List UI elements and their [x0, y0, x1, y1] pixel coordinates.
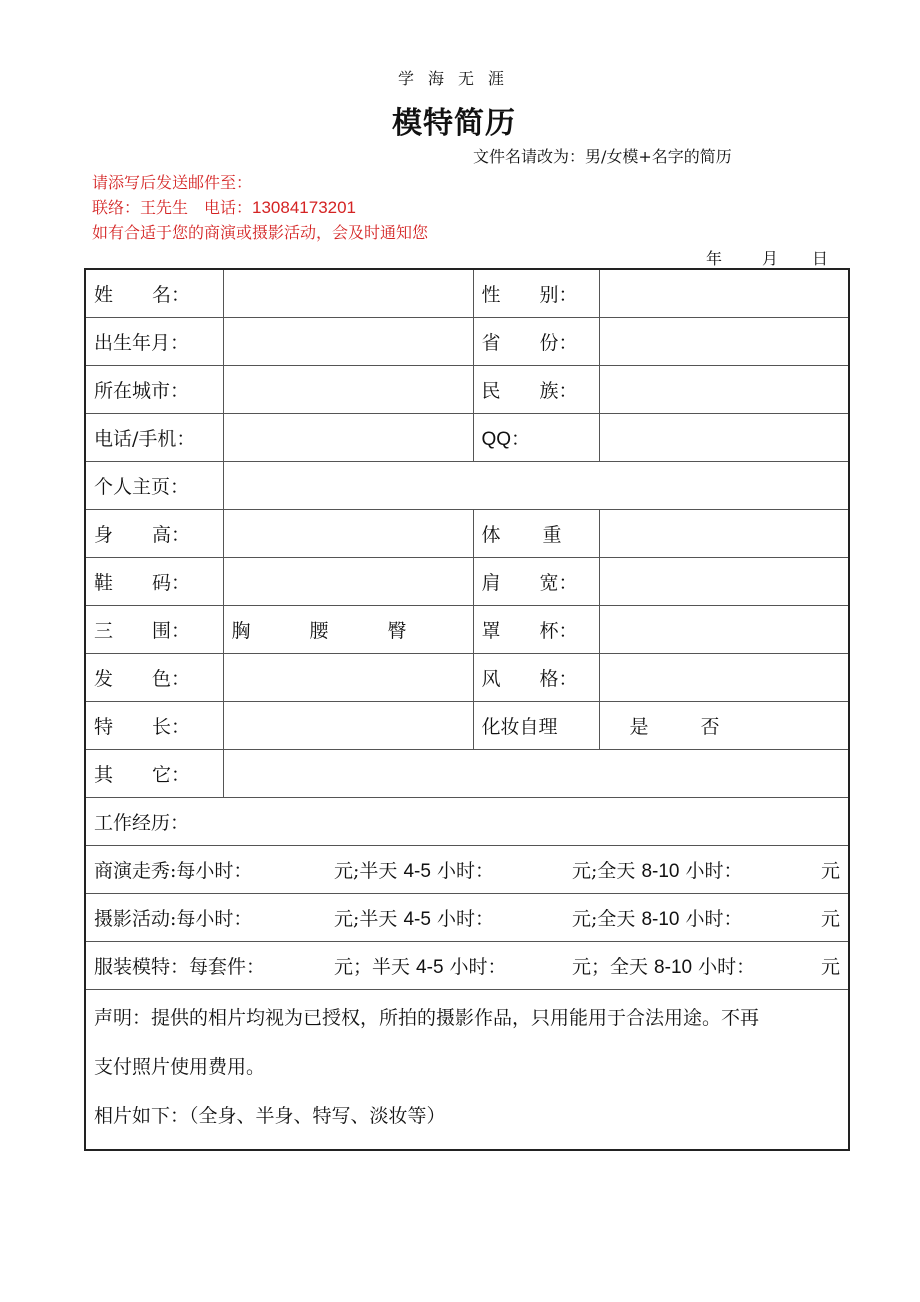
birth-field[interactable] [223, 318, 473, 366]
talent-label: 特 长： [85, 702, 223, 750]
date-year: 年 [706, 249, 723, 268]
makeup-options[interactable] [599, 702, 849, 750]
measurements-field[interactable] [223, 606, 473, 654]
birth-label: 出生年月： [85, 318, 223, 366]
table-row [85, 894, 849, 942]
table-row [85, 846, 849, 894]
other-label: 其 它： [85, 750, 223, 798]
photos-note: 相片如下：（全身、半身、特写、淡妆等） [94, 1105, 446, 1127]
homepage-label: 个人主页： [85, 462, 223, 510]
experience-field[interactable] [85, 798, 849, 846]
table-row [85, 269, 849, 318]
table-row [85, 990, 849, 1151]
height-field[interactable] [223, 510, 473, 558]
shoulder-field[interactable] [599, 558, 849, 606]
name-label: 姓 名： [85, 269, 223, 318]
gender-field[interactable] [599, 269, 849, 318]
shoulder-label: 肩 宽： [473, 558, 599, 606]
table-row [85, 414, 849, 462]
name-field[interactable] [223, 269, 473, 318]
page-title: 模特简历 [392, 106, 516, 141]
table-row [85, 558, 849, 606]
table-row [85, 798, 849, 846]
table-row [85, 606, 849, 654]
notice-email-line: 请添写后发送邮件至： [92, 173, 253, 192]
experience-label: 工作经历： [94, 812, 190, 834]
date-line [706, 246, 828, 269]
hip-label: 臀 [387, 620, 407, 642]
city-field[interactable] [223, 366, 473, 414]
makeup-yes[interactable]: 是 [629, 716, 649, 738]
table-row [85, 702, 849, 750]
filename-note: 文件名请改为：男/女模+名字的简历 [473, 147, 732, 166]
weight-field[interactable] [599, 510, 849, 558]
table-row [85, 654, 849, 702]
notice-contact-prefix: 联络：王先生 电话： [92, 198, 253, 217]
bust-label: 胸 [231, 620, 251, 642]
notice-contact-line [92, 195, 356, 218]
table-row [85, 462, 849, 510]
qq-label: QQ： [473, 414, 599, 462]
gender-label: 性 别： [473, 269, 599, 318]
shoe-field[interactable] [223, 558, 473, 606]
table-row [85, 942, 849, 990]
phone-label: 电话/手机： [85, 414, 223, 462]
hair-field[interactable] [223, 654, 473, 702]
style-label: 风 格： [473, 654, 599, 702]
fee-row-photo[interactable]: 摄影活动:每小时： 元;半天 4-5 小时： 元;全天 8-10 小时： 元 [85, 894, 849, 942]
table-row [85, 366, 849, 414]
cup-field[interactable] [599, 606, 849, 654]
talent-field[interactable] [223, 702, 473, 750]
province-label: 省 份： [473, 318, 599, 366]
makeup-label: 化妆自理 [473, 702, 599, 750]
city-label: 所在城市： [85, 366, 223, 414]
declaration-line-2: 支付照片使用费用。 [94, 1056, 266, 1078]
declaration-line-1: 声明：提供的相片均视为已授权，所拍的摄影作品，只用能用于合法用途。不再 [94, 1007, 760, 1029]
measurements-label: 三 围： [85, 606, 223, 654]
phone-field[interactable] [223, 414, 473, 462]
height-label: 身 高： [85, 510, 223, 558]
table-row [85, 318, 849, 366]
qq-field[interactable] [599, 414, 849, 462]
cup-label: 罩 杯： [473, 606, 599, 654]
ethnicity-field[interactable] [599, 366, 849, 414]
fee-row-show[interactable]: 商演走秀:每小时： 元;半天 4-5 小时： 元;全天 8-10 小时： 元 [85, 846, 849, 894]
table-row [85, 510, 849, 558]
declaration-block [85, 990, 849, 1151]
resume-form-table [84, 268, 850, 1151]
date-day: 日 [812, 249, 829, 268]
other-field[interactable] [223, 750, 849, 798]
waist-label: 腰 [309, 620, 329, 642]
fee-row-apparel[interactable]: 服装模特：每套件： 元；半天 4-5 小时： 元；全天 8-10 小时： 元 [85, 942, 849, 990]
date-month: 月 [762, 249, 779, 268]
notice-phone: 13084173201 [252, 198, 357, 217]
ethnicity-label: 民 族： [473, 366, 599, 414]
makeup-no[interactable]: 否 [700, 716, 720, 738]
shoe-label: 鞋 码： [85, 558, 223, 606]
style-field[interactable] [599, 654, 849, 702]
table-row [85, 750, 849, 798]
homepage-field[interactable] [223, 462, 849, 510]
hair-label: 发 色： [85, 654, 223, 702]
notice-info-line: 如有合适于您的商演或摄影活动，会及时通知您 [92, 223, 429, 242]
weight-label: 体 重 [473, 510, 599, 558]
motto: 学海无涯 [398, 69, 519, 88]
province-field[interactable] [599, 318, 849, 366]
